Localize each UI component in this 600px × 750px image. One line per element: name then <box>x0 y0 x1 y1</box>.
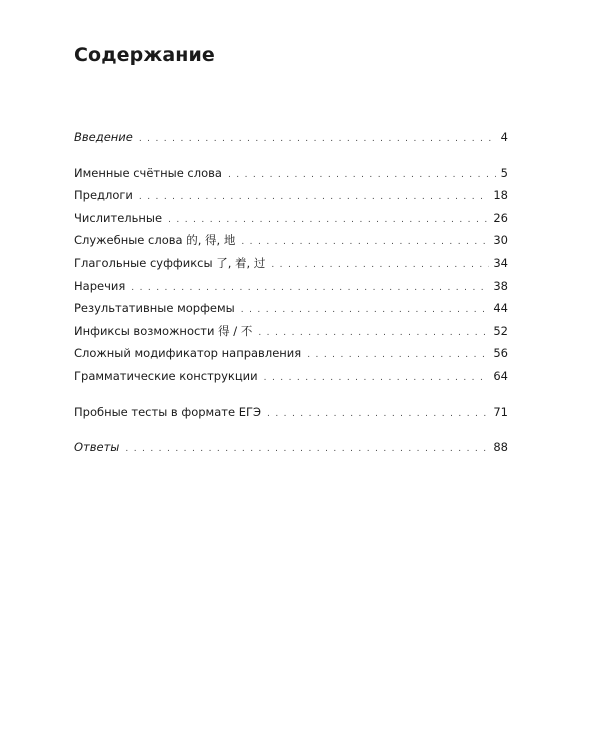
toc-entry-answers <box>74 436 508 459</box>
toc-entry-label: Глагольные суффиксы 了, 着, 过 <box>74 255 266 270</box>
toc-entry-practice-tests <box>74 401 508 424</box>
toc-dot-leader <box>241 231 489 254</box>
toc-dot-leader <box>271 254 489 277</box>
toc-entry-label: Грамматические конструкции <box>74 368 258 383</box>
toc-dot-leader <box>258 322 489 345</box>
toc-entry-verb-suffixes <box>74 252 508 275</box>
toc-entry-page: 4 <box>500 130 508 144</box>
toc-entry-label: Пробные тесты в формате ЕГЭ <box>74 404 261 419</box>
toc-entry-page: 56 <box>493 346 508 361</box>
toc-dot-leader <box>267 403 489 426</box>
toc-entry-page: 38 <box>493 278 508 293</box>
toc-dot-leader <box>228 164 496 187</box>
toc-entry-numerals <box>74 207 508 230</box>
toc-dot-leader <box>168 209 489 232</box>
toc-entry-prepositions <box>74 184 508 207</box>
toc-entry-label: Ответы <box>74 440 120 455</box>
toc-entry-page: 64 <box>493 368 508 383</box>
toc-entry-page: 18 <box>493 188 508 203</box>
table-of-contents <box>74 126 508 459</box>
toc-entry-adverbs <box>74 275 508 298</box>
toc-entry-label: Служебные слова 的, 得, 地 <box>74 233 236 248</box>
toc-dot-leader <box>139 128 496 151</box>
toc-entry-page: 34 <box>493 255 508 270</box>
toc-entry-page: 88 <box>493 440 508 455</box>
toc-entry-page: 26 <box>493 210 508 225</box>
toc-dot-leader <box>307 344 489 367</box>
toc-dot-leader <box>131 277 489 300</box>
toc-entry-counting-words <box>74 162 508 185</box>
toc-entry-label: Инфиксы возможности 得 / 不 <box>74 323 253 338</box>
toc-entry-potential-infixes <box>74 320 508 343</box>
toc-dot-leader <box>125 438 489 461</box>
toc-entry-page: 52 <box>493 323 508 338</box>
toc-entry-label: Именные счётные слова <box>74 165 222 180</box>
toc-entry-grammar-constructions <box>74 365 508 388</box>
page-title: Содержание <box>74 44 215 66</box>
toc-dot-leader <box>241 299 490 322</box>
toc-entry-introduction <box>74 126 508 149</box>
toc-entry-page: 5 <box>500 165 508 180</box>
toc-entry-direction-modifier <box>74 342 508 365</box>
toc-entry-label: Результативные морфемы <box>74 301 235 316</box>
toc-entry-page: 71 <box>493 404 508 419</box>
toc-entry-label: Сложный модификатор направления <box>74 346 302 361</box>
toc-entry-page: 44 <box>493 301 508 316</box>
toc-dot-leader <box>139 186 489 209</box>
toc-entry-label: Предлоги <box>74 188 133 203</box>
toc-entry-function-words <box>74 229 508 252</box>
toc-entry-label: Числительные <box>74 210 163 225</box>
toc-entry-page: 30 <box>493 233 508 248</box>
toc-entry-label: Наречия <box>74 278 126 293</box>
toc-dot-leader <box>264 367 490 390</box>
toc-entry-resultative-morphemes <box>74 297 508 320</box>
toc-entry-label: Введение <box>74 130 133 144</box>
